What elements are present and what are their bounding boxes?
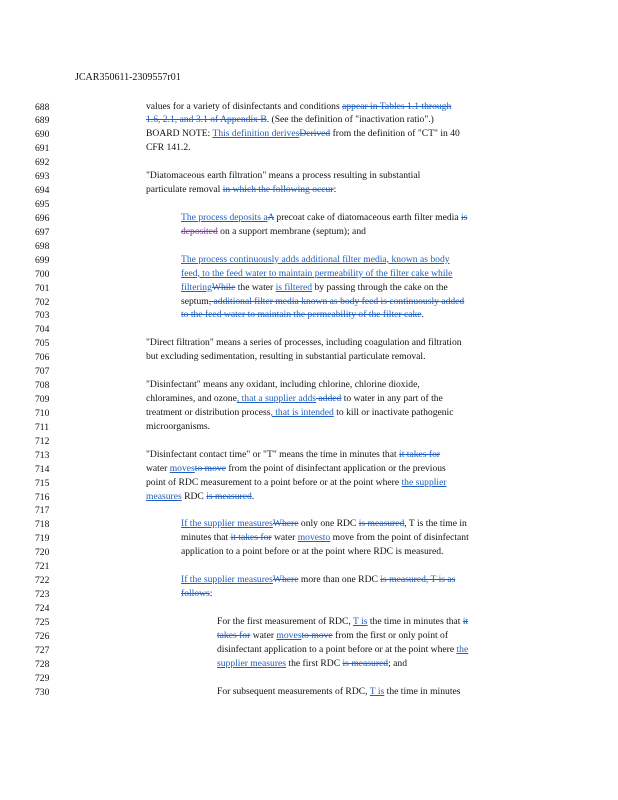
text-segment: :: [333, 184, 337, 196]
line-number: 698: [35, 240, 50, 252]
text-segment: only one RDC: [298, 518, 359, 530]
line-number: 700: [35, 268, 50, 280]
inserted-text: is filtered: [275, 281, 313, 293]
text-line: [146, 351, 425, 362]
text-segment: BOARD NOTE:: [146, 128, 213, 140]
text-segment: to kill or inactivate pathogenic: [333, 406, 454, 418]
inserted-text: the supplier: [401, 476, 447, 488]
text-line: [146, 128, 460, 139]
text-segment: precoat cake of diatomaceous earth filter media: [274, 211, 461, 223]
text-segment: from the first or only point of: [332, 629, 449, 641]
line-number: 703: [35, 310, 50, 322]
text-line: [217, 644, 468, 655]
line-number: 709: [35, 394, 50, 406]
line-number: 726: [35, 630, 50, 642]
text-segment: to water in any part of the: [341, 393, 443, 405]
text-segment: values for a variety of disinfectants and conditions: [146, 100, 343, 112]
deleted-text: , additional filter media known as body feed is continuously added: [208, 295, 465, 307]
line-number: 721: [35, 561, 50, 573]
text-segment: "Direct filtration" means a series of processes, including coagulation and filtration: [146, 337, 462, 349]
line-number: 708: [35, 380, 50, 392]
deleted-text: is measured, T is as: [380, 574, 456, 586]
deleted-text: Where: [272, 518, 299, 530]
text-segment: septum: [181, 295, 209, 307]
inserted-text: The process continuously adds additional filter media, known as body: [181, 253, 450, 265]
text-segment: microorganisms.: [146, 420, 211, 432]
line-number: 727: [35, 644, 50, 656]
deleted-text: it: [462, 615, 469, 627]
text-segment: CFR 141.2.: [146, 142, 191, 154]
text-segment: the time in minutes: [384, 685, 461, 697]
inserted-text: the: [456, 643, 469, 655]
line-number: 724: [35, 602, 50, 614]
line-number: 692: [35, 157, 50, 169]
line-number: 730: [35, 686, 50, 698]
deleted-text: to the feed water to maintain the permeability of the filter cake: [181, 309, 422, 321]
text-segment: from the point of disinfectant application or the previous: [225, 462, 446, 474]
deleted-text: is: [461, 211, 468, 223]
deleted-text: is measured: [342, 657, 389, 669]
line-number: 728: [35, 658, 50, 670]
text-line: [217, 658, 407, 669]
line-number: 715: [35, 477, 50, 489]
inserted-text: T is: [352, 615, 368, 627]
text-line: [146, 463, 446, 474]
text-line: [181, 282, 448, 293]
inserted-text: measures: [146, 490, 182, 502]
text-segment: For the first measurement of RDC,: [217, 615, 353, 627]
text-line: [146, 142, 191, 153]
text-segment: :: [209, 588, 213, 600]
text-segment: from the definition of "CT" in 40: [330, 128, 460, 140]
text-line: [181, 532, 469, 543]
deleted-text: Derived: [299, 128, 331, 140]
text-line: [181, 254, 450, 265]
text-line: [146, 407, 453, 418]
line-number: 707: [35, 366, 50, 378]
line-number: 693: [35, 171, 50, 183]
line-number: 710: [35, 407, 50, 419]
line-number: 701: [35, 282, 50, 294]
text-segment: water: [271, 532, 298, 544]
inserted-text: T is: [369, 685, 385, 697]
line-number: 714: [35, 463, 50, 475]
line-number: 691: [35, 143, 50, 155]
text-segment: particulate removal: [146, 184, 223, 196]
text-line: [146, 114, 434, 125]
deleted-text: it takes for: [399, 448, 441, 460]
inserted-text: supplier measures: [217, 657, 287, 669]
text-line: [181, 574, 455, 585]
text-line: [146, 491, 254, 502]
deleted-text: is measured: [206, 490, 252, 502]
deleted-text: follows: [181, 588, 210, 600]
text-segment: the water: [235, 281, 276, 293]
inserted-text: , that a supplier adds: [236, 393, 316, 405]
deleted-text: is measured: [358, 518, 405, 530]
line-number: 711: [35, 421, 50, 433]
line-number: 699: [35, 254, 50, 266]
line-number: 712: [35, 435, 50, 447]
text-segment: disinfectant application to a point before or at the point where: [217, 643, 457, 655]
text-line: [146, 184, 336, 195]
deleted-text: 1.6, 2.1, and 3.1 of Appendix B: [146, 114, 267, 126]
line-number: 689: [35, 115, 50, 127]
text-segment: chloramines, and ozone: [146, 393, 237, 405]
inserted-text: moves: [169, 462, 195, 474]
line-number: 694: [35, 185, 50, 197]
text-line: [217, 630, 448, 641]
text-line: [146, 337, 462, 348]
line-number: 690: [35, 129, 50, 141]
text-segment: more than one RDC: [298, 574, 381, 586]
deleted-text: appear in Tables 1.1 through: [342, 100, 452, 112]
line-number: 704: [35, 324, 50, 336]
text-line: [146, 477, 447, 488]
text-line: [217, 616, 468, 627]
text-segment: "Disinfectant" means any oxidant, including chlorine, chlorine dioxide,: [146, 379, 420, 391]
line-number: 705: [35, 338, 50, 350]
line-number: 688: [35, 101, 50, 113]
inserted-text: movesto: [297, 532, 331, 544]
deleted-text: While: [211, 281, 236, 293]
text-segment: . (See the definition of "inactivation ratio".): [266, 114, 434, 126]
line-number: 719: [35, 533, 50, 545]
line-number: 696: [35, 212, 50, 224]
text-segment: , T is the time in: [404, 518, 467, 530]
text-line: [217, 686, 460, 697]
deleted-text: A: [267, 211, 274, 223]
text-line: [146, 101, 451, 112]
text-line: [146, 379, 420, 390]
text-segment: but excluding sedimentation, resulting in substantial particulate removal.: [146, 351, 426, 363]
deleted-text: Where: [272, 574, 299, 586]
line-number: 697: [35, 226, 50, 238]
line-number: 716: [35, 491, 50, 503]
text-line: [181, 268, 452, 279]
line-number: 713: [35, 449, 50, 461]
text-segment: by passing through the cake on the: [312, 281, 448, 293]
inserted-text: If the supplier measures: [181, 574, 273, 586]
inserted-text: The process deposits a: [181, 211, 268, 223]
inserted-text: moves: [276, 629, 302, 641]
line-number: 723: [35, 589, 50, 601]
deleted-text: to move: [194, 462, 226, 474]
text-segment: application to a point before or at the point where RDC is measured.: [181, 546, 444, 558]
text-segment: "Diatomaceous earth filtration" means a process resulting in substantial: [146, 170, 421, 182]
deleted-text: it takes for: [230, 532, 272, 544]
line-number: 695: [35, 199, 50, 210]
line-number: 717: [35, 505, 50, 517]
line-number: 702: [35, 296, 50, 308]
inserted-text: feed, to the feed water to maintain permeability of the filter cake while: [181, 267, 453, 279]
deleted-text: in which the following occur: [222, 184, 334, 196]
inserted-text: If the supplier measures: [181, 518, 273, 530]
document-id-header: JCAR350611-2309557r01: [75, 72, 181, 83]
text-line: [181, 226, 366, 237]
text-segment: RDC: [181, 490, 207, 502]
line-number: 725: [35, 616, 50, 628]
line-number: 722: [35, 575, 50, 587]
inserted-text: This definition derives: [212, 128, 300, 140]
deleted-text: added: [315, 393, 342, 405]
text-line: [146, 449, 440, 460]
deleted-text: deposited: [181, 225, 218, 237]
text-line: [146, 421, 210, 432]
line-number: 706: [35, 352, 50, 364]
text-segment: .: [251, 490, 255, 502]
line-number: 718: [35, 519, 50, 531]
text-line: [181, 588, 212, 599]
text-line: [181, 518, 467, 529]
deleted-text: takes for: [217, 629, 251, 641]
deleted-text: to move: [301, 629, 333, 641]
inserted-text: , that is intended: [270, 406, 334, 418]
text-line: [146, 170, 420, 181]
text-segment: "Disinfectant contact time" or "T" means the time in minutes that: [146, 448, 400, 460]
inserted-text: filtering: [181, 281, 212, 293]
text-segment: For subsequent measurements of RDC,: [217, 685, 370, 697]
text-line: [181, 309, 424, 320]
text-segment: the time in minutes that: [367, 615, 463, 627]
line-number: 729: [35, 672, 50, 684]
text-segment: on a support membrane (septum); and: [217, 225, 366, 237]
line-number: 720: [35, 547, 50, 559]
text-segment: ; and: [388, 657, 407, 669]
text-line: [181, 296, 464, 307]
text-segment: point of RDC measurement to a point before or at the point where: [146, 476, 402, 488]
text-segment: .: [421, 309, 424, 321]
text-segment: water: [250, 629, 277, 641]
text-segment: the first RDC: [286, 657, 343, 669]
text-segment: move from the point of disinfectant: [330, 532, 469, 544]
text-segment: treatment or distribution process: [146, 406, 271, 418]
text-line: [181, 212, 467, 223]
text-line: [146, 393, 443, 404]
text-segment: water: [146, 462, 170, 474]
text-line: [181, 546, 443, 557]
text-segment: minutes that: [181, 532, 231, 544]
